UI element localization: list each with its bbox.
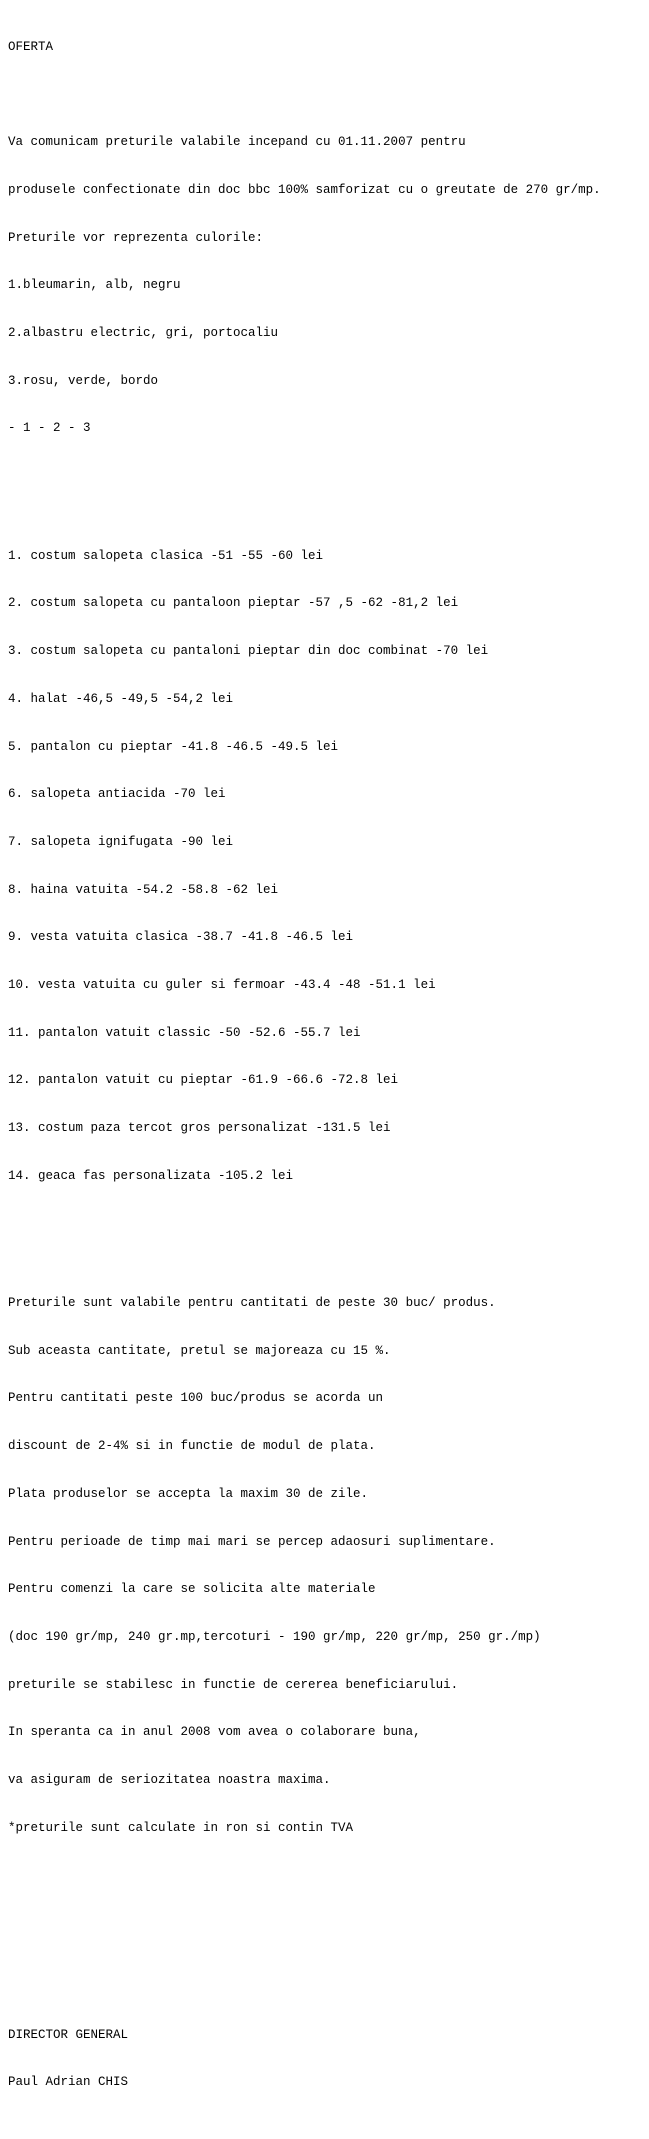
terms-line: In speranta ca in anul 2008 vom avea o colaborare buna,	[8, 1725, 421, 1740]
offer-document	[8, 8, 644, 2139]
product-item: 12. pantalon vatuit cu pieptar -61.9 -66.6 -72.8 lei	[8, 1073, 399, 1088]
intro-section	[8, 103, 644, 469]
document-title: OFERTA	[8, 39, 54, 54]
terms-line: Pentru comenzi la care se solicita alte materiale	[8, 1582, 376, 1597]
terms-line: Sub aceasta cantitate, pretul se majoreaza cu 15 %.	[8, 1343, 391, 1358]
spacer	[8, 1916, 644, 1948]
product-item: 14. geaca fas personalizata -105.2 lei	[8, 1168, 294, 1183]
price-columns-header: - 1 - 2 - 3	[8, 421, 91, 436]
terms-line: Plata produselor se accepta la maxim 30 de zile.	[8, 1486, 369, 1501]
color-option-line: 2.albastru electric, gri, portocaliu	[8, 326, 279, 341]
terms-section	[8, 1264, 644, 1868]
intro-line: Preturile vor reprezenta culorile:	[8, 230, 264, 245]
terms-line: Pentru perioade de timp mai mari se percep adaosuri suplimentare.	[8, 1534, 496, 1549]
product-item: 4. halat -46,5 -49,5 -54,2 lei	[8, 691, 234, 706]
signatory-name: Paul Adrian CHIS	[8, 2075, 129, 2090]
product-item: 10. vesta vatuita cu guler si fermoar -43.4 -48 -51.1 lei	[8, 978, 436, 993]
product-item: 13. costum paza tercot gros personalizat -131.5 lei	[8, 1121, 391, 1136]
color-option-line: 3.rosu, verde, bordo	[8, 373, 159, 388]
product-item: 2. costum salopeta cu pantaloon pieptar -57 ,5 -62 -81,2 lei	[8, 596, 459, 611]
color-option-line: 1.bleumarin, alb, negru	[8, 278, 181, 293]
terms-line: Pentru cantitati peste 100 buc/produs se acorda un	[8, 1391, 384, 1406]
product-price-list	[8, 517, 644, 1217]
terms-line: preturile se stabilesc in functie de cererea beneficiarului.	[8, 1677, 459, 1692]
product-item: 11. pantalon vatuit classic -50 -52.6 -55.7 lei	[8, 1025, 361, 1040]
product-item: 5. pantalon cu pieptar -41.8 -46.5 -49.5 lei	[8, 739, 339, 754]
intro-line: produsele confectionate din doc bbc 100% samforizat cu o greutate de 270 gr/mp.	[8, 182, 601, 197]
terms-line: va asiguram de seriozitatea noastra maxima.	[8, 1773, 331, 1788]
product-item: 3. costum salopeta cu pantaloni pieptar din doc combinat -70 lei	[8, 644, 489, 659]
product-item: 9. vesta vatuita clasica -38.7 -41.8 -46.5 lei	[8, 930, 354, 945]
terms-line: (doc 190 gr/mp, 240 gr.mp,tercoturi - 190 gr/mp, 220 gr/mp, 250 gr./mp)	[8, 1629, 541, 1644]
terms-line: Preturile sunt valabile pentru cantitati de peste 30 buc/ produs.	[8, 1296, 496, 1311]
product-item: 1. costum salopeta clasica -51 -55 -60 lei	[8, 548, 324, 563]
product-item: 7. salopeta ignifugata -90 lei	[8, 834, 234, 849]
signature-block	[8, 1996, 644, 2123]
product-item: 8. haina vatuita -54.2 -58.8 -62 lei	[8, 882, 279, 897]
product-item: 6. salopeta antiacida -70 lei	[8, 787, 226, 802]
signatory-role: DIRECTOR GENERAL	[8, 2027, 129, 2042]
intro-line: Va comunicam preturile valabile incepand cu 01.11.2007 pentru	[8, 135, 466, 150]
terms-line: discount de 2-4% si in functie de modul de plata.	[8, 1439, 376, 1454]
vat-note: *preturile sunt calculate in ron si contin TVA	[8, 1820, 354, 1835]
